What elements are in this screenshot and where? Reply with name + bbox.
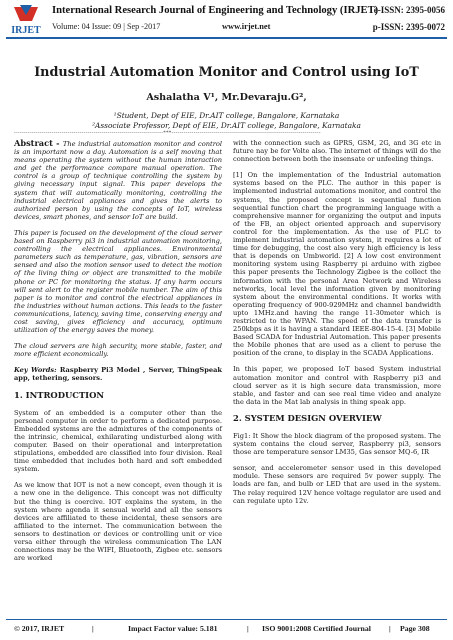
paper-title: Industrial Automation Monitor and Control using IoT bbox=[34, 65, 419, 80]
journal-website[interactable]: www.irjet.net bbox=[222, 22, 271, 31]
footer-impact-factor: Impact Factor value: 5.181 bbox=[128, 624, 218, 633]
paper-authors: Ashalatha V¹, Mr.Devaraju.G², bbox=[146, 92, 307, 103]
header-rule bbox=[6, 37, 447, 39]
footer-separator: | bbox=[92, 624, 94, 633]
volume-issue: Volume: 04 Issue: 09 | Sep -2017 bbox=[52, 22, 161, 31]
left-column bbox=[14, 139, 222, 570]
footer-iso: ISO 9001:2008 Certified Journal bbox=[262, 624, 371, 633]
footer-copyright: © 2017, IRJET bbox=[14, 624, 65, 633]
abstract-paragraph-2: This paper is focused on the development of the cloud server based on Raspberry pi3 in industrial automation monitoring, controlling the electrical appliances. Environmental parameters such as temperature, gas, vibration, sensors are sensed and also the motion sensor used to detect the motion of the living thing or object are transmitted to the mobile phone or PC for monitoring the status. If any harm occurs will sent alert to the register mobile number. The aim of this paper is to monitor and control the electrical appliances in the industries without human actions. This leads to the faster communications, latency, saving time, conserving energy and cost saving, gives efficiency and accuracy, optimum utilization of the energy saves the money. bbox=[14, 228, 222, 335]
logo-text: IRJET bbox=[11, 25, 41, 36]
footer-page-number: Page 308 bbox=[400, 624, 430, 633]
journal-title: International Research Journal of Engineering and Technology (IRJET) bbox=[52, 5, 379, 16]
abstract-paragraph-1 bbox=[14, 139, 222, 221]
footer-separator: | bbox=[247, 624, 249, 633]
system-design-paragraph-2: sensor, and accelerometer sensor used in this developed module. These sensors are required 5v power supply. The loads are fan, and bulb or LED that are used in the system. The relay required 12V hence voltage regulator are used and can regulate upto 12v. bbox=[233, 464, 441, 505]
footer-rule bbox=[6, 619, 447, 620]
affiliation-2: ²Associate Professor, Dept of EIE, Dr.AIT college, Bangalore, Karnataka bbox=[92, 121, 361, 130]
keywords-label: Key Words: bbox=[14, 366, 60, 375]
related-work-paragraph: [1] On the implementation of the Industrial automation systems based on the PLC. The author in this paper is implemented industrial automations monitor, and control the systems, the proposed concept is sequential function sequential function chart the programming language with a comprehensive manner for organizing the output and inputs of the FB, an object oriented approach and supervisory control for the implementation. As the use of PLC to implement industrial automation system, it requires a lot of time for debugging, the cost also very high efficiency is less that is depends on Umbworld. [2] A low cost environment monitoring system using Raspberry pi arduino with zigbee this paper presents the Technology Zigbee is the collect the information with the personal Area Network and Wireless networks, local level the information given by monitoring system about the environmental conditions. It works with operating frequency of 900-929MHz and channel bandwidth upto 1MHz.and having the range 11-30meter which is restricted to the WPAN. The speed of the data transfer is 250kbps as it is having a standard IEEE-804-15-4. [3] Mobile Based SCADA for Industrial Automation. This paper presents the Mobile phones that are used as a client to peruse the position of the crane, to display in the SCADA Applications. bbox=[233, 171, 441, 358]
intro-paragraph-2: As we know that IOT is not a new concept, even though it is a new one in the deligence. This concept was not difficulty but the thing is coercive. IOT explains the system, in the system where agenda it sensual world and all the sensors devices are affiliated to these incidental, these sensors are affiliated to the internet. The communication between the sensors to destination or devices or controlling unit or vice versa either through the wireless communication The LAN connections may be the WIFI, Bluetooth, Zigbee etc. sensors are worked bbox=[14, 481, 222, 563]
p-issn: p-ISSN: 2395-0072 bbox=[372, 22, 445, 32]
right-column bbox=[233, 139, 441, 513]
section-heading-introduction: 1. INTRODUCTION bbox=[14, 389, 105, 400]
abstract-label: Abstract - bbox=[14, 138, 63, 148]
affiliation-1: ¹Student, Dept of EIE, Dr.AIT college, Bangalore, Karnataka bbox=[113, 111, 340, 120]
abstract-text-1: The industrial automation monitor and control is an important now a day. Automation is a self moving that means operating the system without the human interaction and get the performance compare manual operation. The control is a group of technique controlling the system by giving necessary input signal. This paper develops the system that will automatically monitoring, controlling the industrial electrical appliances and gives the alerts to authorized person by using the concepts of IoT, wireless devices, smart phones, and sensor IoT are build. bbox=[14, 140, 222, 221]
section-divider: ---------------------------------------------------------------------------***--------------------------------------------------------------------------- bbox=[14, 130, 321, 136]
keywords-text: Raspberry Pi3 Model , Server, ThingSpeak app, tethering, sensors. bbox=[14, 366, 222, 383]
journal-header bbox=[0, 0, 453, 40]
intro-paragraph-1: System of an embedded is a computer other than the personal computer in order to perform a dedicated purpose. Embedded systems are the admixtures of the components of the intrinsic, chemical, exhilarating undisturbed along with computer. Based on their operational and interpretation stipulations, embedded are classified into four division. Real time embedded that includes both hard and soft embedded system. bbox=[14, 408, 222, 474]
footer-separator: | bbox=[389, 624, 391, 633]
keywords bbox=[14, 366, 222, 382]
system-design-paragraph-1: Fig1: It Show the block diagram of the proposed system. The system contains the cloud server, Raspberry pi3, sensors those are temperature sensor LM35, Gas sensor MQ-6, IR bbox=[233, 432, 441, 457]
abstract-paragraph-3: The cloud servers are high security, more stable, faster, and more efficient economically. bbox=[14, 342, 222, 359]
proposal-paragraph: In this paper, we proposed IoT based System industrial automation monitor and control with Raspberry pi3 and cloud server as it is high secure data transmission, more stable, and faster and can see real time video and analyze the data in the Mat lab analysis in thing speak app. bbox=[233, 365, 441, 406]
irjet-logo bbox=[6, 3, 46, 37]
e-issn: e-ISSN: 2395-0056 bbox=[373, 5, 445, 15]
section-heading-system-design: 2. SYSTEM DESIGN OVERVIEW bbox=[233, 412, 382, 423]
right-paragraph-1: with the connection such as GPRS, GSM, 2G, and 3G etc in future nay be for Volte also. The internet of things will do the connection between both the insensate or unfeeling things. bbox=[233, 139, 441, 164]
